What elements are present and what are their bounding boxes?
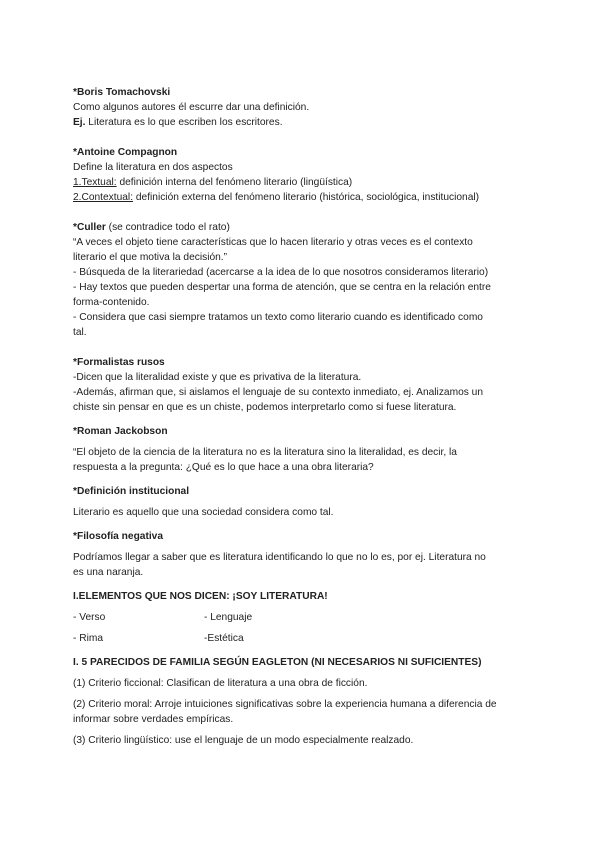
- eagleton-heading: I. 5 PARECIDOS DE FAMILIA SEGÚN EAGLETON (NI NECESARIOS NI SUFICIENTES): [73, 657, 482, 668]
- jakobson-line: “El objeto de la ciencia de la literatura no es la literatura sino la literalidad, es decir, la: [73, 447, 457, 458]
- culler-note: (se contradice todo el rato): [105, 222, 230, 233]
- institucional-text: Literario es aquello que una sociedad considera como tal.: [73, 507, 334, 518]
- culler-bullet: - Búsqueda de la literariedad (acercarse a la idea de lo que nosotros consideramos literario): [73, 267, 489, 278]
- negativa-line: es una naranja.: [73, 567, 144, 578]
- eagleton-criterion: (2) Criterio moral: Arroje intuiciones significativas sobre la experiencia humana a diferencia de: [73, 699, 497, 710]
- textual-text: definición interna del fenómeno literario (lingüística): [116, 177, 353, 188]
- compagnon-item-textual: [73, 175, 528, 190]
- culler-quote-line: “A veces el objeto tiene características que lo hacen literario y otras veces es el contexto: [73, 237, 473, 248]
- elementos-item: -Estética: [204, 633, 244, 644]
- compagnon-intro: Define la literatura en dos aspectos: [73, 162, 233, 173]
- elementos-item: - Verso: [73, 612, 106, 623]
- culler-bullet-cont: forma-contenido.: [73, 297, 150, 308]
- negativa-line: Podríamos llegar a saber que es literatura identificando lo que no lo es, por ej. Literatura no: [73, 552, 486, 563]
- elementos-item: - Lenguaje: [204, 612, 253, 623]
- eagleton-criterion: (1) Criterio ficcional: Clasifican de literatura a una obra de ficción.: [73, 678, 368, 689]
- compagnon-heading: *Antoine Compagnon: [73, 147, 178, 158]
- elementos-row: [73, 631, 528, 646]
- tomachovski-line: Como algunos autores él escurre dar una definición.: [73, 102, 310, 113]
- contextual-label: 2.Contextual:: [73, 192, 134, 203]
- tomachovski-example: [73, 115, 528, 130]
- formalistas-line: -Dicen que la literalidad existe y que es privativa de la literatura.: [73, 372, 362, 383]
- formalistas-line: -Además, afirman que, si aislamos el lenguaje de su contexto inmediato, ej. Analizamos un: [73, 387, 483, 398]
- negativa-heading: *Filosofía negativa: [73, 531, 164, 542]
- institucional-heading: *Definición institucional: [73, 486, 190, 497]
- example-label: Ej.: [73, 117, 86, 128]
- textual-label: 1.Textual:: [73, 177, 117, 188]
- elementos-row: [73, 610, 528, 625]
- eagleton-criterion-cont: informar sobre verdades empíricas.: [73, 714, 234, 725]
- culler-quote-line: literario el que motiva la decisión.”: [73, 252, 228, 263]
- example-text: Literatura es lo que escriben los escritores.: [85, 117, 283, 128]
- formalistas-line: chiste sin pensar en que es un chiste, podemos interpretarlo como si fuese literatura.: [73, 402, 457, 413]
- elementos-heading: I.ELEMENTOS QUE NOS DICEN: ¡SOY LITERATURA!: [73, 591, 328, 602]
- culler-bullet-cont: tal.: [73, 327, 87, 338]
- culler-heading: [73, 220, 528, 235]
- formalistas-heading: *Formalistas rusos: [73, 357, 165, 368]
- tomachovski-heading: *Boris Tomachovski: [73, 87, 171, 98]
- culler-bullet: - Hay textos que pueden despertar una forma de atención, que se centra en la relación entre: [73, 282, 491, 293]
- eagleton-criterion: (3) Criterio lingüístico: use el lenguaje de un modo especialmente realzado.: [73, 735, 414, 746]
- elementos-item: - Rima: [73, 633, 103, 644]
- jakobson-line: respuesta a la pregunta: ¿Qué es lo que hace a una obra literaria?: [73, 462, 374, 473]
- jakobson-heading: *Roman Jackobson: [73, 426, 168, 437]
- culler-bullet: - Considera que casi siempre tratamos un texto como literario cuando es identificado como: [73, 312, 483, 323]
- compagnon-item-contextual: [73, 190, 528, 205]
- contextual-text: definición externa del fenómeno literario (histórica, sociológica, institucional): [133, 192, 480, 203]
- culler-name: *Culler: [73, 222, 106, 233]
- document-page: [73, 85, 528, 748]
